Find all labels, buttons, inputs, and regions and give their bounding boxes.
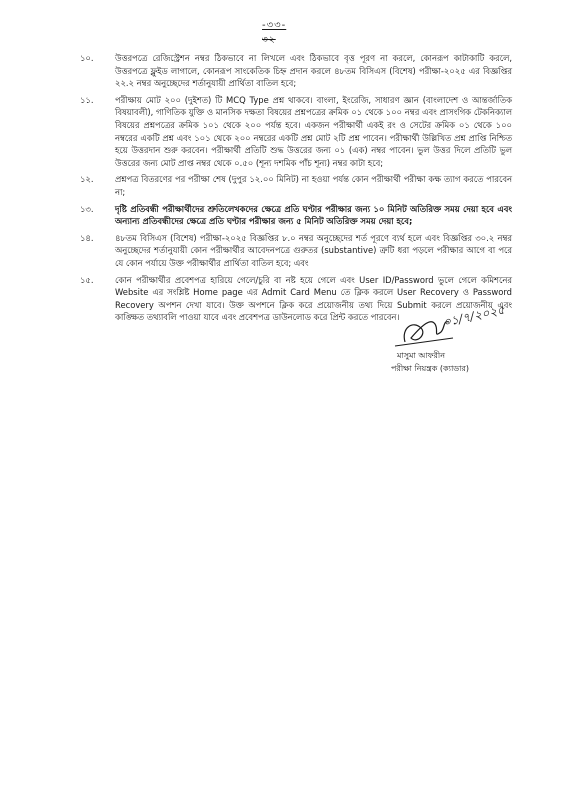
item-number: ১২.	[80, 174, 94, 185]
item-text: ৪৮তম বিসিএস (বিশেষ) পরীক্ষা-২০২৫ বিজ্ঞপ্তির ৮.০ নম্বর অনুচ্ছেদের শর্ত পূরণে ব্যর্থ হলে এবং বিজ্ঞপ্তির ৩০.২ নম্বর অনুচ্ছেদের শর্তানুযায়ী কোন পরীক্ষার্থীর আবেদনপত্রে গুরুতর (substantive) ত্রুটি ধরা পড়লে পরীক্ষার আগে বা পরে যে কোন পর্যায়ে উক্ত পরীক্ষার্থীর প্রার্থিতা বাতিল হবে; এবং	[115, 232, 512, 268]
instruction-item-14	[80, 232, 512, 270]
signer-name: মাসুমা আফরীন	[397, 351, 445, 360]
item-text: কোন পরীক্ষার্থীর প্রবেশপত্র হারিয়ে গেলে/চুরি বা নষ্ট হয়ে গেলে এবং User ID/Password ভুলে গেলে কমিশনের Website এর সংশ্লিষ্ট Home page এর Admit Card Menu তে ক্লিক করলে User Recovery ও Password Recovery অপশন দেখা যাবে। উক্ত অপশনে ক্লিক করে প্রয়োজনীয় তথ্য দিয়ে Submit করলে প্রয়োজনীয় এবং কাঙ্ক্ষিত তথ্যাবলি পাওয়া যাবে এবং প্রবেশপত্র ডাউনলোড করে প্রিন্ট করতে পারবেন।	[115, 274, 512, 323]
item-text: প্রশ্নপত্র বিতরণের পর পরীক্ষা শেষ (দুপুর ১২.০০ মিনিট) না হওয়া পর্যন্ত কোন পরীক্ষার্থী পরীক্ষা কক্ষ ত্যাগ করতে পারবেন না;	[115, 174, 512, 197]
signature-block	[383, 298, 533, 388]
instruction-list	[80, 52, 512, 328]
item-number: ১১.	[80, 94, 94, 105]
instruction-item-12	[80, 173, 512, 198]
page-number-current: -৩৩-	[262, 20, 287, 31]
signature-date: ০১/৭/২০২৫	[441, 302, 507, 330]
item-number: ১৪.	[80, 232, 94, 243]
item-number: ১৩.	[80, 203, 94, 214]
item-number: ১৫.	[80, 274, 94, 285]
signer-title: পরীক্ষা নিয়ন্ত্রক (ক্যাডার)	[391, 364, 470, 373]
instruction-item-10	[80, 52, 512, 90]
item-text: দৃষ্টি প্রতিবন্ধী পরীক্ষার্থীদের শ্রুতিলেখকদের ক্ষেত্রে প্রতি ঘণ্টার পরীক্ষার জন্য ১০ মিনিট অতিরিক্ত সময় দেয়া হবে এবং অন্যান্য প্রতিবন্ধীদের ক্ষেত্রে প্রতি ঘণ্টার পরীক্ষার জন্য ৫ মিনিট অতিরিক্ত সময় দেয়া হবে;	[115, 203, 512, 227]
instruction-item-13	[80, 203, 512, 228]
page-number-struck: ৩২	[262, 35, 276, 45]
item-number: ১০.	[80, 53, 94, 63]
instruction-item-11	[80, 94, 512, 170]
item-text: উত্তরপত্রে রেজিস্ট্রেশন নম্বর ঠিকভাবে না লিখলে এবং ঠিকভাবে বৃত্ত পূরণ না করলে, কোনরূপ কাটাকাটি করলে, উত্তরপত্রে ফ্লুইড লাগালে, কোনরূপ সাংকেতিক চিহ্ন প্রদান করলে ৪৮তম বিসিএস (বিশেষ) পরীক্ষা-২০২৫ এর বিজ্ঞপ্তির ২২.২ নম্বর অনুচ্ছেদের শর্তানুযায়ী প্রার্থিতা বাতিল হবে;	[115, 53, 512, 89]
page-number	[262, 18, 286, 47]
item-text: পরীক্ষায় মোট ২০০ (দুইশত) টি MCQ Type প্রশ্ন থাকবে। বাংলা, ইংরেজি, সাধারণ জ্ঞান (বাংলাদেশ ও আন্তর্জাতিক বিষয়াবলী), গাণিতিক যুক্তি ও মানসিক দক্ষতা বিষয়ের প্রশ্নপত্রের ক্রমিক ০১ থেকে ১০০ নম্বর এবং প্রাসংগিক টেকনিক্যাল বিষয়ের প্রশ্নপত্রের ক্রমিক ১০১ থেকে ২০০ পর্যন্ত হবে। একজন পরীক্ষার্থী একই রং ও সেটের ক্রমিক ০১ থেকে ১০০ নম্বরের একটি প্রশ্ন এবং ১০১ থেকে ২০০ নম্বরের একটি প্রশ্ন মোট ২টি প্রশ্ন পাবেন। পরীক্ষার্থী উল্লিখিত প্রশ্ন প্রাপ্তি নিশ্চিত হয়ে উত্তরদান শুরু করবেন। পরীক্ষার্থী প্রতিটি শুদ্ধ উত্তরের জন্য ০১ (এক) নম্বর পাবেন। ভুল উত্তর দিলে প্রতিটি ভুল উত্তরের জন্য মোট প্রাপ্ত নম্বর থেকে ০.৫০ (শূন্য দশমিক পাঁচ শূন্য) নম্বর কাটা হবে;	[115, 94, 512, 168]
